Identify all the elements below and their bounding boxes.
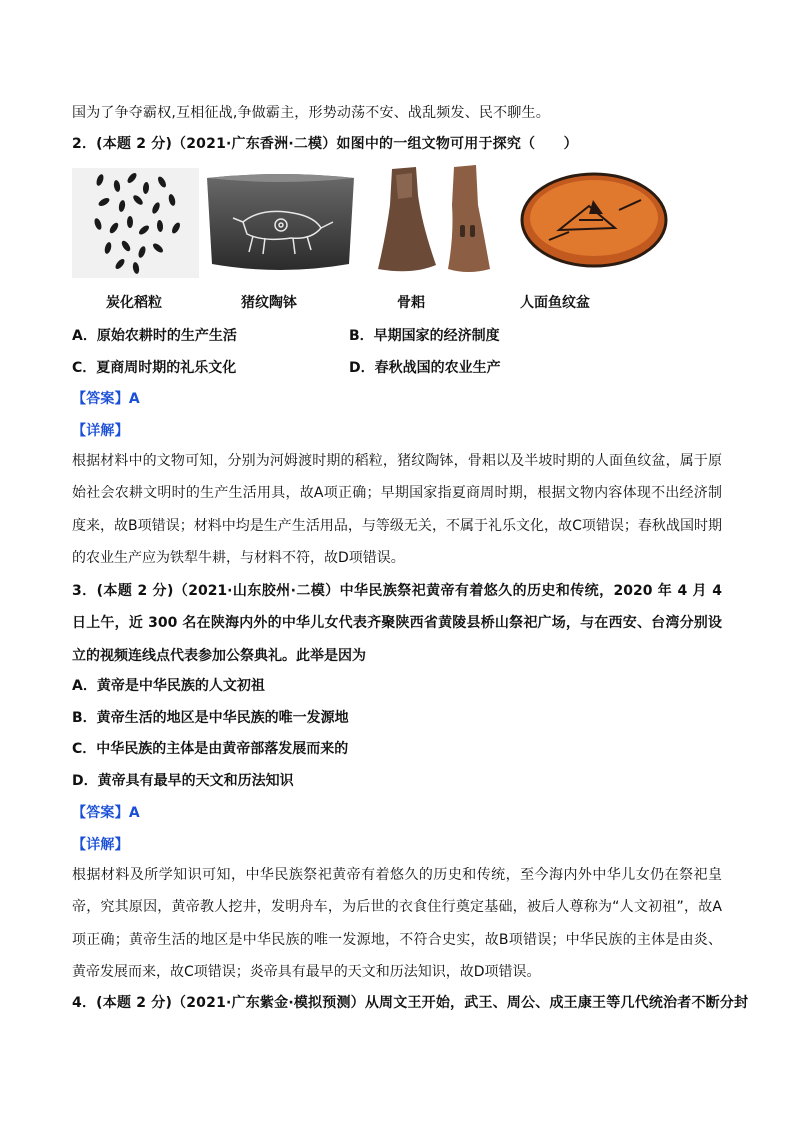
option-a: A．黄帝是中华民族的人文初祖 [72,678,265,694]
bone-spade-image [372,165,502,277]
option-c: C．中华民族的主体是由黄帝部落发展而来的 [72,741,349,757]
detail-paragraph: 根据材料及所学知识可知，中华民族祭祀黄帝有着悠久的历史和传统，至今海内外中华儿女仍在祭祀皇帝，究其原因，黄帝教人挖井，发明舟车，为后世的衣食住行奠定基础，被后人尊称为“人文初祖”，故A项正确；黄帝生活的地区是中华民族的唯一发源地，不符合史实，故B项错误；中华民族的主体是由炎、黄帝发展而来，故C项错误；炎帝具有最早的天文和历法知识，故D项错误。 [72,867,722,980]
option-b: B．黄帝生活的地区是中华民族的唯一发源地 [72,710,349,726]
option-b: B．早期国家的经济制度 [349,328,500,344]
answer-label: 【答案】 [72,805,129,821]
option-d: D．春秋战国的农业生产 [349,360,501,376]
detail-label: 【详解】 [72,837,129,853]
question-2-header [72,133,578,153]
answer-label: 【答案】 [72,391,129,407]
image-caption: 炭化稻粒 [106,295,162,311]
question-3-header [72,575,722,672]
carbonized-rice-grains-image [72,168,199,278]
option-a: A．原始农耕时的生产生活 [72,328,237,344]
answer-line [72,802,140,822]
pig-pattern-pottery-bowl-image [203,170,358,276]
answer-line [72,388,140,408]
continued-text: 国为了争夺霸权,互相征战,争做霸主，形势动荡不安、战乱频发、民不聊生。 [72,105,550,121]
answer-value: A [128,805,140,821]
question-stem: (本题 2 分)（2021·广东香洲·二模）如图中的一组文物可用于探究（ ） [96,136,578,152]
question-stem: (本题 2 分)（2021·广东紫金·模拟预测）从周文王开始，武王、周公、成王康王等几代统治者不断分封 [96,995,749,1011]
question-4-header [72,992,748,1012]
human-face-fish-basin-image [519,170,669,276]
question-number: 3． [72,583,97,599]
question-stem: (本题 2 分)（2021·山东胶州·二模）中华民族祭祀黄帝有着悠久的历史和传统，2020 年 4 月 4 日上午，近 300 名在陕海内外的中华儿女代表齐聚陕西省黄陵县桥山祭祀广场，与在西安、台湾分别设立的视频连线点代表参加公祭典礼。此举是因为 [72,583,722,664]
option-c: C．夏商周时期的礼乐文化 [72,360,237,376]
image-caption: 骨耜 [397,295,425,311]
image-caption: 猪纹陶钵 [241,295,297,311]
detail-label: 【详解】 [72,423,129,439]
answer-value: A [128,391,140,407]
detail-paragraph: 根据材料中的文物可知，分别为河姆渡时期的稻粒，猪纹陶钵，骨耜以及半坡时期的人面鱼纹盆，属于原始社会农耕文明时的生产生活用具，故A项正确；早期国家指夏商周时期，根据文物内容体现不出经济制度来，故B项错误；材料中均是生产生活用品，与等级无关，不属于礼乐文化，故C项错误；春秋战国时期的农业生产应为铁犁牛耕，与材料不符，故D项错误。 [72,453,722,566]
option-d: D．黄帝具有最早的天文和历法知识 [72,773,294,789]
image-caption: 人面鱼纹盆 [520,295,590,311]
question-number: 2． [72,136,97,152]
question-number: 4． [72,995,97,1011]
